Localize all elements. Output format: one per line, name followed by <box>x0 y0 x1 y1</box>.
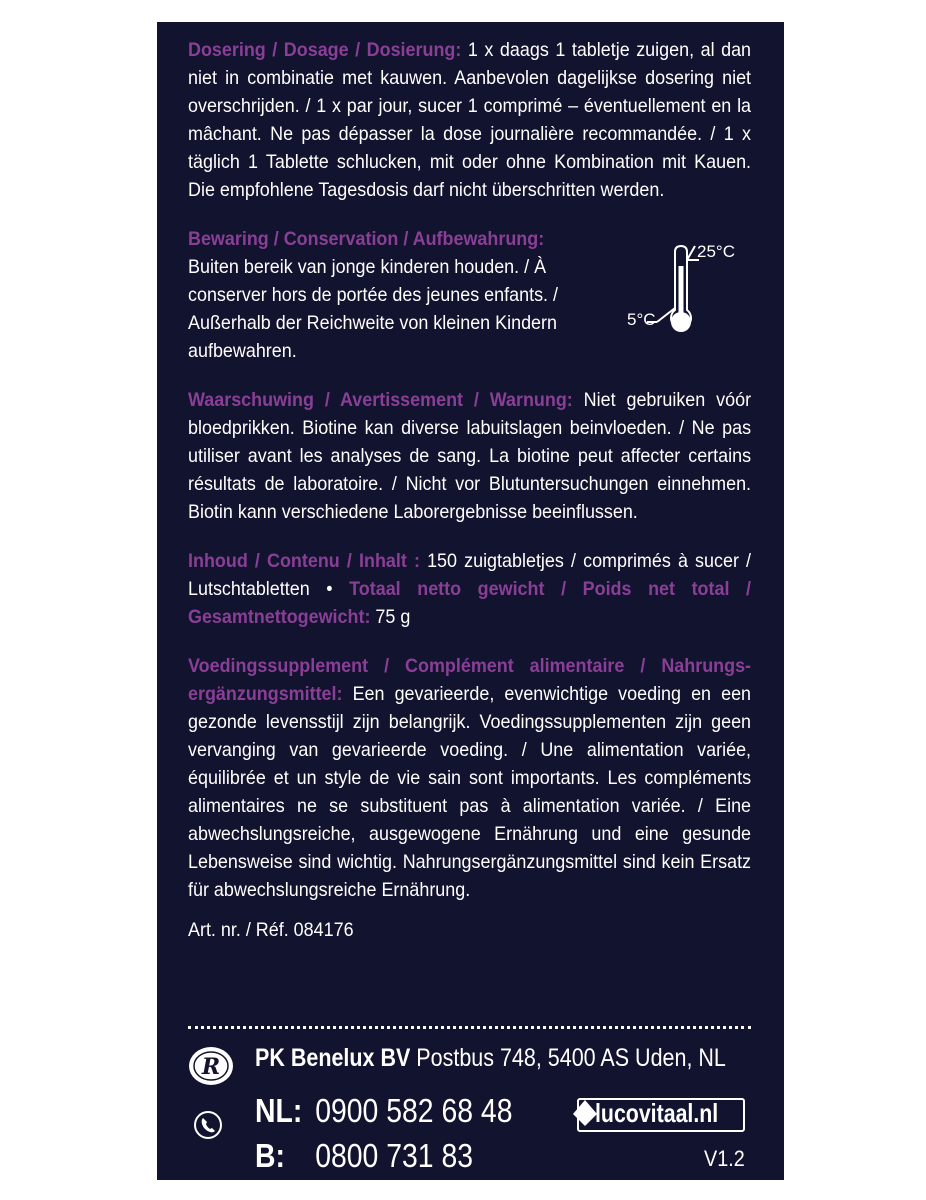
storage-section <box>188 225 620 365</box>
company-name: PK Benelux BV <box>255 1044 411 1072</box>
contents-section <box>188 547 751 631</box>
dosage-section <box>188 36 751 204</box>
warning-text: Niet gebruiken vóór bloedprikken. Biotine kan diverse labuitslagen beinvloeden. / Ne pas utiliser avant les analyses de sang. La biotine peut affecter certains résultats de laboratoire. / Nicht vor Blutuntersuchungen einnehmen. Biotin kann verschiedene Laborergebnisse beeinflussen. <box>188 389 752 523</box>
dosage-heading: Dosering / Dosage / Dosierung: <box>188 39 462 61</box>
net-weight-heading: Totaal netto gewicht / Poids net total / Gesamtnettogewicht: <box>188 578 752 628</box>
country-code-nl: NL: <box>255 1092 303 1129</box>
pk-logo-icon <box>187 1044 235 1088</box>
contents-text: 150 zuigtabletjes / comprimés à sucer / Lutschtabletten • <box>188 550 752 600</box>
dotted-divider <box>188 1026 751 1029</box>
storage-text: Buiten bereik van jonge kinderen houden. / À conserver hors de portée des jeunes enfants. / Außerhalb der Reichweite von kleinen Kindern aufbewahren. <box>188 256 558 362</box>
phone-icon <box>193 1110 223 1140</box>
dosage-text: 1 x daags 1 tabletje zuigen, al dan niet in combinatie met kauwen. Aanbevolen dagelijkse dosering niet overschrijden. / 1 x par jour, sucer 1 comprimé – éventuellement en la mâchant. Ne pas dépasser la dose journalière recommandée. / 1 x täglich 1 Tablette schlucken, mit oder ohne Kombination mit Kauen. Die empfohlene Tagesdosis darf nicht überschritten werden. <box>188 39 752 201</box>
company-info <box>255 1044 726 1073</box>
supplement-text: Een gevarieerde, evenwichtige voeding en een gezonde levensstijl zijn belangrijk. Voedingssupplementen zijn geen vervanging van gevarieerde voeding. / Une alimentation variée, équilibrée et un style de vie sain sont importants. Les compléments alimentaires ne se substituent pas à alimentation variée. / Eine abwechslungsreiche, ausgewogene Ernährung und eine gesunde Lebensweise sind wichtig. Nahrungsergänzungsmittel sind kein Ersatz für abwechslungsreiche Ernährung. <box>188 683 752 901</box>
net-weight-value: 75 g <box>370 606 411 628</box>
min-temperature: 5°C <box>627 310 656 329</box>
phone-number-be: 0800 731 83 <box>315 1137 474 1174</box>
storage-heading: Bewaring / Conservation / Aufbewahrung: <box>188 228 545 250</box>
max-temperature: 25°C <box>697 242 735 261</box>
version-label: V1.2 <box>704 1146 745 1171</box>
country-code-be: B: <box>255 1137 285 1174</box>
website-url: lucovitaal.nl <box>595 1098 719 1128</box>
thermometer-icon <box>627 238 747 338</box>
pk-logo-letter: R <box>201 1054 221 1080</box>
article-reference: Art. nr. / Réf. 084176 <box>188 919 354 941</box>
supplement-section <box>188 652 751 904</box>
phone-number-nl: 0900 582 68 48 <box>315 1092 513 1129</box>
label-content <box>188 36 751 942</box>
product-label-back <box>157 22 784 1180</box>
phone-numbers <box>255 1088 512 1178</box>
company-address: Postbus 748, 5400 AS Uden, NL <box>410 1044 726 1072</box>
supplement-heading: Voedingssupplement / Complément alimentaire / Nahrungsergänzungsmittel: <box>188 655 752 705</box>
lucovitaal-logo[interactable] <box>567 1094 749 1136</box>
warning-heading: Waarschuwing / Avertissement / Warnung: <box>188 389 573 411</box>
phone-nl[interactable] <box>255 1088 512 1133</box>
warning-section <box>188 386 751 526</box>
phone-be[interactable] <box>255 1133 512 1178</box>
contents-heading: Inhoud / Contenu / Inhalt : <box>188 550 420 572</box>
